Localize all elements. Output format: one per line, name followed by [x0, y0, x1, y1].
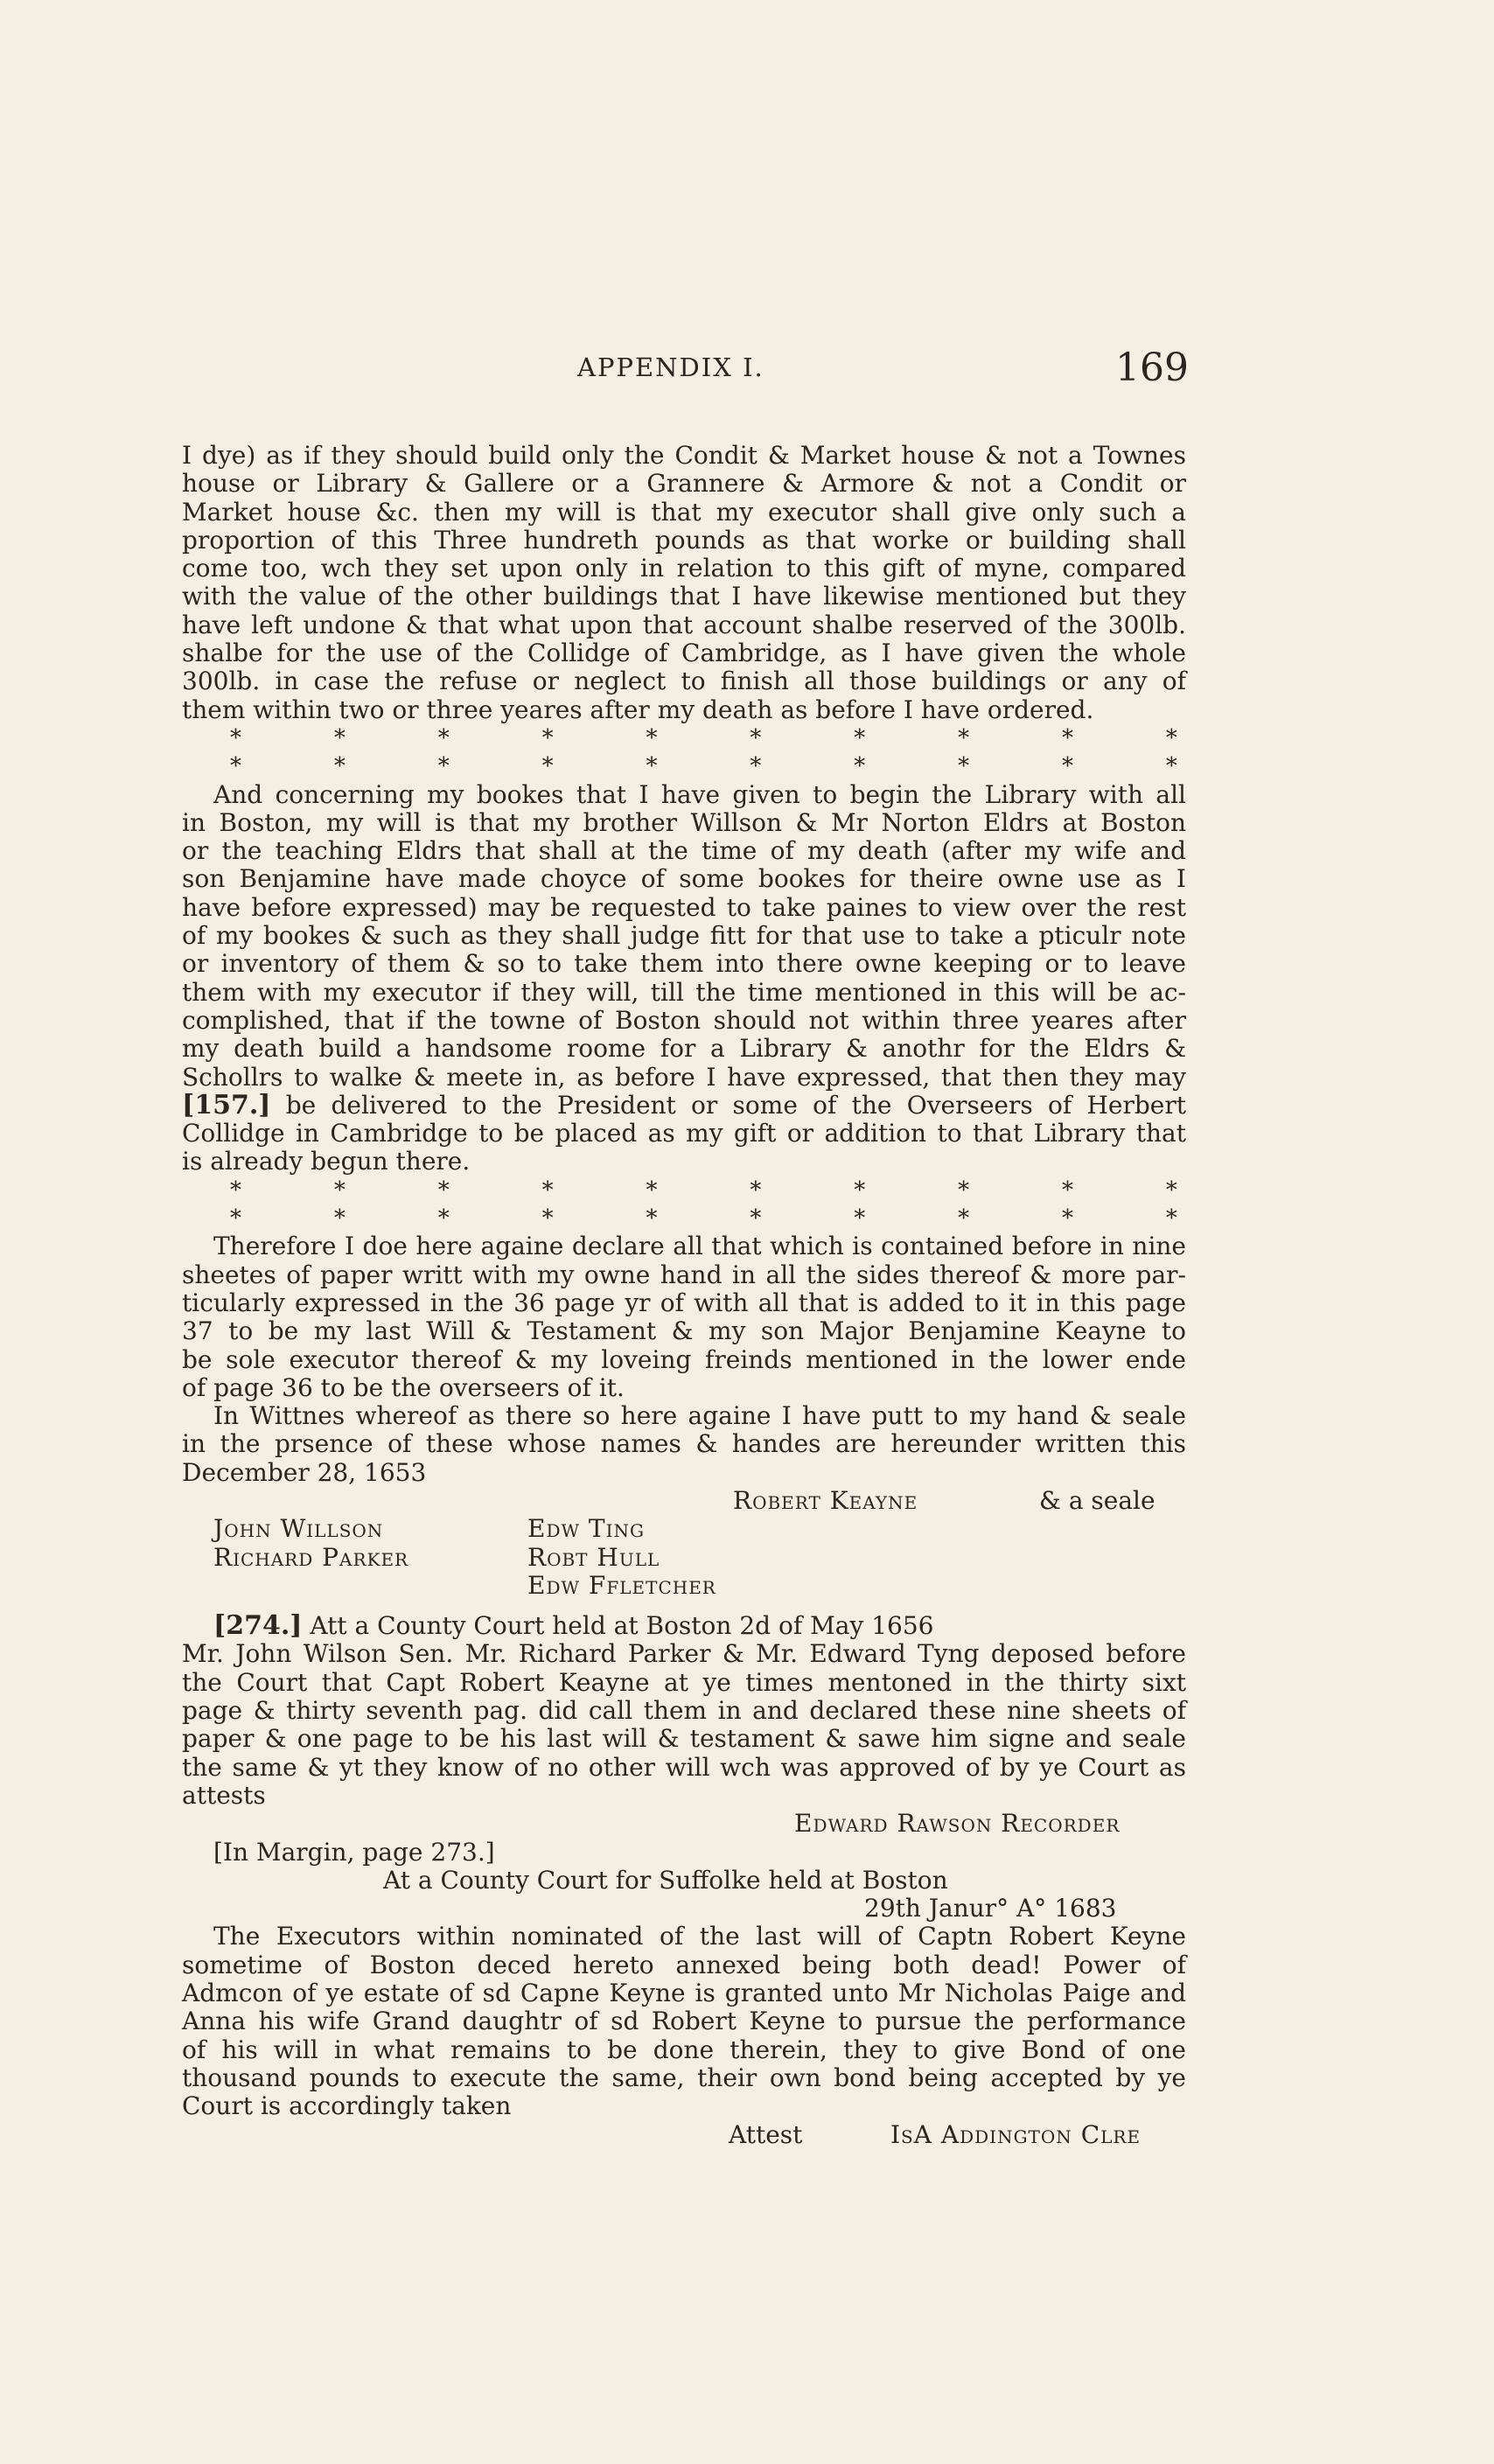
- text-line: the same & yt they know of no other will wch was approved of by ye Court as: [182, 1752, 1186, 1782]
- paragraph-2: [182, 781, 1186, 1176]
- text-line: ticularly expressed in the 36 page yr of with all that is added to it in this page: [182, 1288, 1186, 1317]
- text-line: complished, that if the towne of Boston should not within three yeares after: [182, 1005, 1186, 1035]
- ellipsis-star: *: [437, 753, 450, 780]
- testator-name: Robert Keayne: [733, 1485, 918, 1515]
- ellipsis-star: *: [854, 1176, 866, 1204]
- text-line: have left undone & that what upon that account shalbe reserved of the 300lb.: [182, 610, 1186, 639]
- ellipsis-star: *: [646, 1205, 658, 1232]
- paragraph-5: [182, 1923, 1186, 2120]
- ellipsis-star: *: [1062, 1205, 1073, 1232]
- ellipsis-star: *: [1062, 724, 1073, 751]
- ellipsis-stars-row: [182, 1176, 1186, 1204]
- ellipsis-star: *: [646, 753, 658, 780]
- ellipsis-star: *: [854, 724, 866, 751]
- text-line: Collidge in Cambridge to be placed as my gift or addition to that Library that: [182, 1119, 1186, 1148]
- attest-row: [182, 2121, 1186, 2149]
- running-title: APPENDIX I.: [577, 352, 764, 382]
- margin-note: [In Margin, page 273.]: [213, 1837, 495, 1867]
- text-line: my death build a handsome roome for a Library & anothr for the Eldrs &: [182, 1034, 1186, 1064]
- page-number: 169: [1115, 346, 1189, 390]
- text-line: paper & one page to be his last will & testament & sawe him signe and seale: [182, 1724, 1186, 1754]
- ellipsis-star: *: [1165, 1176, 1177, 1204]
- text-line: In Wittnes whereof as there so here againe I have putt to my hand & seale: [213, 1401, 1186, 1431]
- text-line: shalbe for the use of the Collidge of Cambridge, as I have given the whole: [182, 639, 1186, 668]
- text-line: be sole executor thereof & my loveing freinds mentioned in the lower ende: [182, 1344, 1186, 1374]
- ellipsis-star: *: [958, 1205, 970, 1232]
- text-line: come too, wch they set upon only in relation to this gift of myne, compared: [182, 554, 1186, 583]
- recorder-row: [182, 1810, 1186, 1838]
- county-court-heading-row: [182, 1867, 1186, 1895]
- text-line: Market house &c. then my will is that my executor shall give only such a: [182, 497, 1186, 527]
- text-line: I dye) as if they should build only the Condit & Market house & not a Townes: [182, 441, 1186, 470]
- ellipsis-star: *: [541, 1205, 554, 1232]
- ellipsis-star: *: [750, 1205, 762, 1232]
- court-line: Att a County Court held at Boston 2d of May 1656: [310, 1611, 934, 1641]
- page-reference: [274.]: [213, 1610, 303, 1642]
- ellipsis-star: *: [541, 724, 554, 751]
- text-line: sometime of Boston deced hereto annexed being both dead! Power of: [182, 1950, 1186, 1979]
- ellipsis-star: *: [1165, 1205, 1177, 1232]
- text-line: son Benjamine have made choyce of some bookes for theire owne use as I: [182, 864, 1186, 894]
- text-line: of his will in what remains to be done therein, they to give Bond of one: [182, 2035, 1186, 2064]
- text-line: sheetes of paper writt with my owne hand in all the sides thereof & more par-: [182, 1260, 1186, 1289]
- ellipsis-star: *: [646, 1176, 658, 1204]
- ellipsis-star: *: [1062, 753, 1073, 780]
- ellipsis-star: *: [230, 753, 241, 780]
- ellipsis-star: *: [854, 753, 866, 780]
- ellipsis-star: *: [230, 1176, 241, 1204]
- seal-note: & a seale: [1039, 1485, 1155, 1515]
- text-line: attests: [182, 1780, 266, 1810]
- text-line: house or Library & Gallere or a Grannere & Armore & not a Condit or: [182, 469, 1186, 499]
- ellipsis-star: *: [541, 1176, 554, 1204]
- text-line: proportion of this Three hundreth pounds as that worke or building shall: [182, 525, 1186, 555]
- text-line: have before expressed) may be requested to take paines to view over the rest: [182, 892, 1186, 922]
- text-line: of page 36 to be the overseers of it.: [182, 1372, 625, 1402]
- text-line: or the teaching Eldrs that shall at the time of my death (after my wife and: [182, 836, 1186, 866]
- text-line: 37 to be my last Will & Testament & my son Major Benjamine Keayne to: [182, 1316, 1186, 1346]
- court-date: 29th Janur° A° 1683: [864, 1894, 1117, 1923]
- text-line: of my bookes & such as they shall judge fitt for that use to take a pticulr note: [182, 921, 1186, 951]
- text-line: in the prsence of these whose names & handes are hereunder written this: [182, 1429, 1186, 1459]
- text-line: Therefore I doe here againe declare all that which is contained before in nine: [213, 1232, 1186, 1261]
- paragraph-4: [182, 1402, 1186, 1487]
- text-line: Anna his wife Grand daughtr of sd Robert Keyne to pursue the performance: [182, 2007, 1186, 2036]
- text-line: or inventory of them & so to take them into there owne keeping or to leave: [182, 949, 1186, 979]
- ellipsis-stars-row: [182, 1204, 1186, 1232]
- ellipsis-star: *: [958, 1176, 970, 1204]
- ellipsis-star: *: [646, 724, 658, 751]
- witness-name: Richard Parker: [213, 1542, 409, 1572]
- ellipsis-star: *: [541, 753, 554, 780]
- ellipsis-star: *: [230, 724, 241, 751]
- recorder-name: Edward Rawson Recorder: [794, 1809, 1120, 1839]
- ellipsis-star: *: [1165, 753, 1177, 780]
- ellipsis-star: *: [230, 1205, 241, 1232]
- court-deposition: [182, 1640, 1186, 1810]
- page-header: [0, 346, 1494, 398]
- body-text: [182, 442, 1186, 2149]
- text-line-content: be delivered to the President or some of the Overseers of Herbert: [285, 1090, 1186, 1120]
- court-opening-line: [182, 1612, 1186, 1640]
- ellipsis-star: *: [750, 1176, 762, 1204]
- ellipsis-star: *: [750, 724, 762, 751]
- text-line: with the value of the other buildings that I have likewise mentioned but they: [182, 582, 1186, 611]
- signature-row-witnesses-1: [182, 1515, 1186, 1543]
- text-line: Court is accordingly taken: [182, 2091, 512, 2121]
- signature-row-witnesses-3: [182, 1572, 1186, 1600]
- paragraph-3: [182, 1232, 1186, 1402]
- ellipsis-star: *: [437, 724, 450, 751]
- ellipsis-star: *: [333, 1205, 346, 1232]
- page-reference: [157.]: [182, 1089, 271, 1120]
- text-line: page & thirty seventh pag. did call them in and declared these nine sheets of: [182, 1696, 1186, 1726]
- attest-name: IsA Addington Clre: [890, 2119, 1141, 2149]
- ellipsis-star: *: [958, 724, 970, 751]
- text-line: [182, 1089, 1186, 1120]
- text-line: And concerning my bookes that I have given to begin the Library with all: [213, 779, 1186, 809]
- ellipsis-star: *: [958, 753, 970, 780]
- text-line: The Executors within nominated of the last will of Captn Robert Keyne: [213, 1922, 1186, 1951]
- text-line: them within two or three yeares after my death as before I have ordered.: [182, 695, 1094, 724]
- county-court-heading: At a County Court for Suffolke held at Boston: [383, 1865, 948, 1895]
- ellipsis-star: *: [333, 724, 346, 751]
- text-line: is already begun there.: [182, 1147, 471, 1176]
- ellipsis-star: *: [437, 1176, 450, 1204]
- ellipsis-star: *: [1165, 724, 1177, 751]
- ellipsis-star: *: [437, 1205, 450, 1232]
- ellipsis-star: *: [854, 1205, 866, 1232]
- ellipsis-star: *: [333, 1176, 346, 1204]
- ellipsis-stars-row: [182, 752, 1186, 780]
- signature-row-testator: [182, 1487, 1186, 1515]
- text-line: thousand pounds to execute the same, their own bond being accepted by ye: [182, 2063, 1186, 2092]
- text-line: 300lb. in case the refuse or neglect to finish all those buildings or any of: [182, 667, 1186, 696]
- text-line: December 28, 1653: [182, 1457, 427, 1487]
- text-line: Schollrs to walke & meete in, as before I have expressed, that then they may: [182, 1062, 1186, 1092]
- text-line: Mr. John Wilson Sen. Mr. Richard Parker & Mr. Edward Tyng deposed before: [182, 1639, 1186, 1669]
- ellipsis-star: *: [1062, 1176, 1073, 1204]
- ellipsis-stars-row: [182, 724, 1186, 752]
- witness-name: Edw Ting: [527, 1514, 645, 1544]
- text-line: in Boston, my will is that my brother Willson & Mr Norton Eldrs at Boston: [182, 807, 1186, 837]
- text-line: Admcon of ye estate of sd Capne Keyne is granted unto Mr Nicholas Paige and: [182, 1979, 1186, 2008]
- ellipsis-star: *: [750, 753, 762, 780]
- attest-label: Attest: [729, 2119, 803, 2149]
- text-line: them with my executor if they will, till the time mentioned in this will be ac-: [182, 977, 1186, 1007]
- witness-name: Robt Hull: [527, 1542, 660, 1572]
- witness-name: Edw Ffletcher: [527, 1570, 716, 1600]
- ellipsis-star: *: [333, 753, 346, 780]
- date-row: [182, 1895, 1186, 1923]
- paragraph-1: [182, 442, 1186, 724]
- signature-row-witnesses-2: [182, 1544, 1186, 1572]
- text-line: the Court that Capt Robert Keayne at ye times mentoned in the thirty sixt: [182, 1667, 1186, 1697]
- witness-name: John Willson: [213, 1514, 384, 1544]
